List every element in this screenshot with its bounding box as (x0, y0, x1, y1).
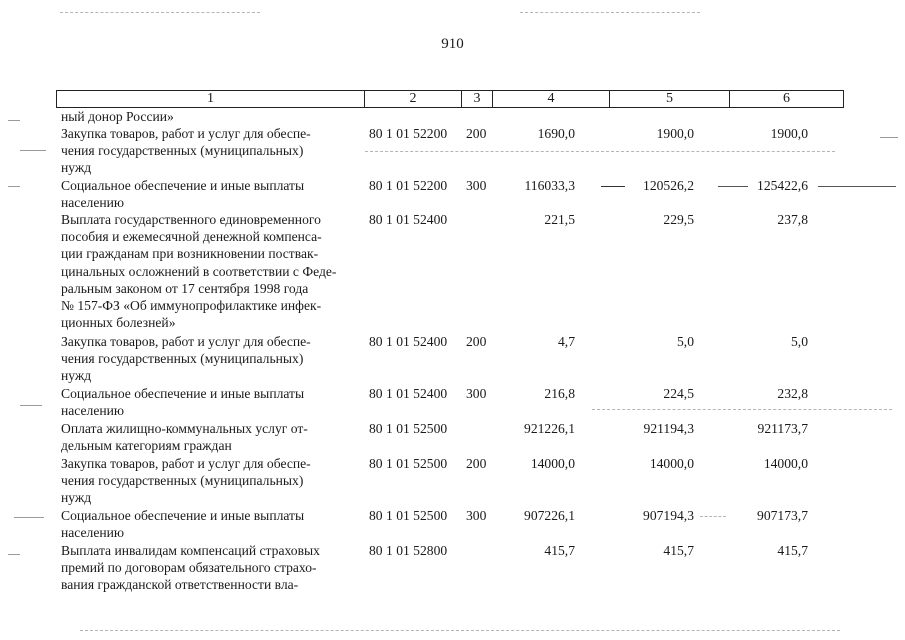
header-col-3: 3 (462, 91, 493, 107)
page-number: 910 (441, 36, 464, 52)
amount-col-4: 921226,1 (524, 421, 575, 436)
table-row-description (61, 385, 357, 419)
amount-col-5: 229,5 (663, 212, 694, 227)
description-line: нужд (61, 490, 92, 506)
scan-artifact (8, 186, 20, 187)
amount-col-6: 5,0 (791, 334, 808, 349)
budget-code: 80 1 01 52400 (369, 334, 448, 349)
table-row-description (61, 108, 357, 125)
description-line: населению (61, 195, 125, 211)
description-line: ционных болезней» (61, 315, 176, 331)
description-line: Закупка товаров, работ и услуг для обеспе- (61, 334, 311, 349)
header-col-4: 4 (493, 91, 610, 107)
budget-code: 80 1 01 52500 (369, 421, 448, 436)
description-line: премий по договорам обязательного страхо- (61, 560, 317, 576)
scan-artifact (20, 405, 42, 406)
description-line: пособия и ежемесячной денежной компенса- (61, 229, 322, 245)
expense-type: 200 (466, 334, 487, 349)
description-line: вания гражданской ответственности вла- (61, 577, 299, 593)
amount-col-4: 907226,1 (524, 508, 575, 523)
description-line: Выплата инвалидам компенсаций страховых (61, 543, 320, 558)
amount-col-4: 221,5 (544, 212, 575, 227)
budget-code: 80 1 01 52500 (369, 456, 448, 471)
scan-artifact (818, 186, 896, 187)
description-line: Выплата государственного единовременного (61, 212, 321, 227)
description-line: ный донор России» (61, 109, 174, 124)
description-line: ральным законом от 17 сентября 1998 года (61, 280, 309, 296)
description-line: чения государственных (муниципальных) (61, 351, 304, 367)
budget-code: 80 1 01 52200 (369, 126, 448, 141)
amount-col-5: 921194,3 (643, 421, 694, 436)
amount-col-4: 14000,0 (530, 456, 575, 471)
table-row-description (61, 507, 357, 541)
scan-artifact (14, 517, 44, 518)
scan-artifact (365, 151, 835, 152)
description-line: нужд (61, 160, 92, 176)
description-line: дельным категориям граждан (61, 438, 232, 454)
scan-artifact (601, 186, 625, 187)
table-row-description (61, 333, 357, 385)
scan-artifact (520, 12, 700, 13)
header-col-1: 1 (57, 91, 365, 107)
amount-col-4: 415,7 (544, 543, 575, 558)
budget-code: 80 1 01 52800 (369, 543, 448, 558)
table-row-description (61, 211, 357, 331)
amount-col-5: 5,0 (677, 334, 694, 349)
header-col-5: 5 (610, 91, 730, 107)
amount-col-6: 14000,0 (763, 456, 808, 471)
amount-col-6: 415,7 (777, 543, 808, 558)
description-line: населению (61, 403, 125, 419)
amount-col-5: 1900,0 (656, 126, 694, 141)
budget-code: 80 1 01 52500 (369, 508, 448, 523)
table-row-description (61, 177, 357, 211)
amount-col-6: 1900,0 (770, 126, 808, 141)
amount-col-4: 216,8 (544, 386, 575, 401)
expense-type: 200 (466, 126, 487, 141)
header-col-2: 2 (365, 91, 462, 107)
table-row-description (61, 125, 357, 177)
amount-col-5: 224,5 (663, 386, 694, 401)
description-line: Социальное обеспечение и иные выплаты (61, 386, 305, 401)
budget-code: 80 1 01 52400 (369, 386, 448, 401)
amount-col-4: 1690,0 (537, 126, 575, 141)
table-row-description (61, 542, 357, 594)
expense-type: 200 (466, 456, 487, 471)
scan-artifact (60, 12, 260, 13)
description-line: населению (61, 525, 125, 541)
description-line: чения государственных (муниципальных) (61, 473, 304, 489)
scan-artifact (700, 516, 726, 517)
description-line: ции гражданам при возникновении поствак- (61, 246, 319, 262)
description-line: № 157-ФЗ «Об иммунопрофилактике инфек- (61, 298, 322, 314)
description-line: нужд (61, 368, 92, 384)
table-row-description (61, 420, 357, 454)
amount-col-6: 125422,6 (757, 178, 808, 193)
amount-col-5: 14000,0 (649, 456, 694, 471)
amount-col-6: 921173,7 (757, 421, 808, 436)
amount-col-5: 907194,3 (643, 508, 694, 523)
description-line: Оплата жилищно-коммунальных услуг от- (61, 421, 308, 436)
amount-col-6: 232,8 (777, 386, 808, 401)
table-header (56, 90, 844, 108)
amount-col-5: 120526,2 (643, 178, 694, 193)
scan-artifact (8, 120, 20, 121)
description-line: Закупка товаров, работ и услуг для обеспе- (61, 126, 311, 141)
header-col-6: 6 (783, 91, 790, 106)
description-line: чения государственных (муниципальных) (61, 143, 304, 159)
table-row-description (61, 455, 357, 507)
expense-type: 300 (466, 386, 487, 401)
amount-col-4: 116033,3 (524, 178, 575, 193)
amount-col-4: 4,7 (558, 334, 575, 349)
description-line: Закупка товаров, работ и услуг для обеспе- (61, 456, 311, 471)
amount-col-6: 237,8 (777, 212, 808, 227)
description-line: цинальных осложнений в соответствии с Феде- (61, 263, 337, 279)
amount-col-5: 415,7 (663, 543, 694, 558)
budget-code: 80 1 01 52400 (369, 212, 448, 227)
description-line: Социальное обеспечение и иные выплаты (61, 178, 305, 193)
amount-col-6: 907173,7 (757, 508, 808, 523)
expense-type: 300 (466, 508, 487, 523)
scan-artifact (20, 150, 46, 151)
budget-code: 80 1 01 52200 (369, 178, 448, 193)
scan-artifact (592, 409, 892, 410)
description-line: Социальное обеспечение и иные выплаты (61, 508, 305, 523)
scan-artifact (880, 137, 898, 138)
scan-artifact (8, 554, 20, 555)
scan-artifact (718, 186, 748, 187)
expense-type: 300 (466, 178, 487, 193)
scan-artifact (80, 630, 840, 631)
